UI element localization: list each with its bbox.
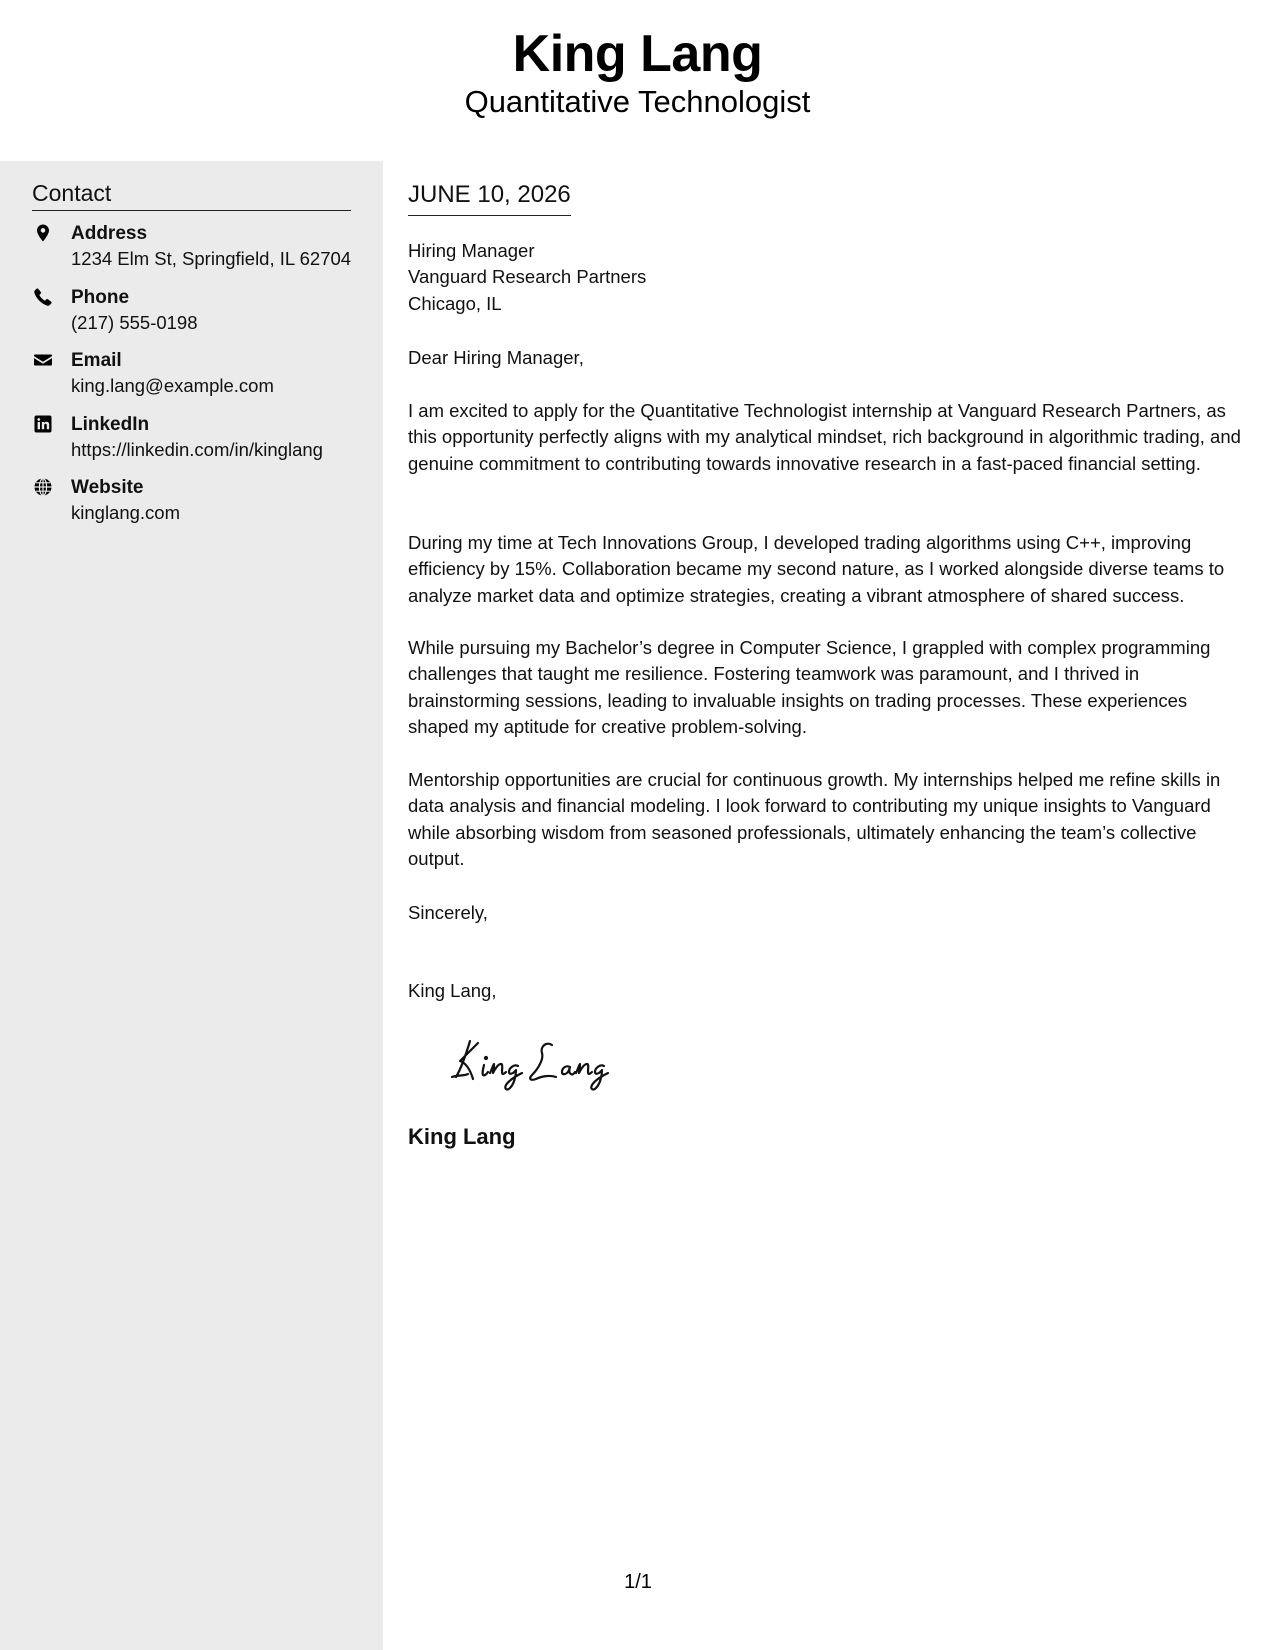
contact-label: Address [71,223,148,244]
signer-name: King Lang [408,1124,516,1149]
page-number: 1/1 [624,1571,652,1593]
contact-value[interactable]: https://linkedin.com/in/kinglang [71,438,323,460]
map-pin-icon [33,223,53,243]
globe-icon [33,477,53,497]
contact-label: Phone [71,286,130,308]
recipient-location: Chicago, IL [408,292,502,314]
closing: Sincerely, [408,902,488,923]
contact-value: 1234 Elm St, Springfield, IL 62704 [71,248,352,269]
candidate-role: Quantitative Technologist [464,84,811,119]
paragraph: During my time at Tech Innovations Group, I developed trading algorithms using C++, improving efficiency by 15%. Collaboration became my second nature, as I worked alongside diverse teams to analyze market data and optimize strategies, creating a vibrant atmosphere of shared success. [408,532,1225,606]
contact-value: king.lang@example.com [71,375,274,396]
paragraph: Mentorship opportunities are crucial for continuous growth. My internships helped me refine skills in data analysis and financial modeling. I look forward to contributing my unique insights to Vanguard while absorbing wisdom from seasoned professionals, ultimately enhancing the team’s collective output. [408,769,1221,870]
contact-item-email [32,348,372,412]
linkedin-icon [33,414,53,434]
greeting: Dear Hiring Manager, [408,347,584,368]
phone-icon [33,287,53,307]
paragraph: I am excited to apply for the Quantitative Technologist internship at Vanguard Research Partners, as this opportunity perfectly aligns with my analytical mindset, rich background in algorithmic trading, and genuine commitment to contributing towards innovative research in a fast-paced financial setting. [408,400,1241,474]
contact-item-phone [32,285,372,349]
handwritten-signature [448,1027,638,1097]
envelope-icon [33,350,53,370]
header [0,0,1275,161]
contact-sidebar [0,161,383,1650]
contact-heading: Contact [32,177,351,211]
paragraph: While pursuing my Bachelor’s degree in Computer Science, I grappled with complex programming challenges that taught me resilience. Fostering teamwork was paramount, and I thrived in brainstorming sessions, leading to invaluable insights on trading processes. These experiences shaped my aptitude for creative problem-solving. [408,637,1211,738]
contact-item-website [32,475,372,539]
signoff: King Lang, [408,980,497,1001]
contact-value[interactable]: kinglang.com [71,502,181,523]
letter-body [408,161,1250,1650]
contact-item-address [32,221,372,285]
signature-drawing [448,1027,638,1097]
candidate-name: King Lang [512,25,763,83]
contact-list [32,221,372,539]
contact-item-linkedin [32,412,372,476]
contact-value: (217) 555-0198 [71,311,198,333]
recipient-company: Vanguard Research Partners [408,266,647,288]
letter-date: JUNE 10, 2026 [408,179,571,216]
recipient-block [408,238,1250,317]
recipient-title: Hiring Manager [408,240,535,261]
contact-label: Email [71,350,122,371]
contact-label: LinkedIn [71,413,150,435]
contact-label: Website [71,477,144,498]
